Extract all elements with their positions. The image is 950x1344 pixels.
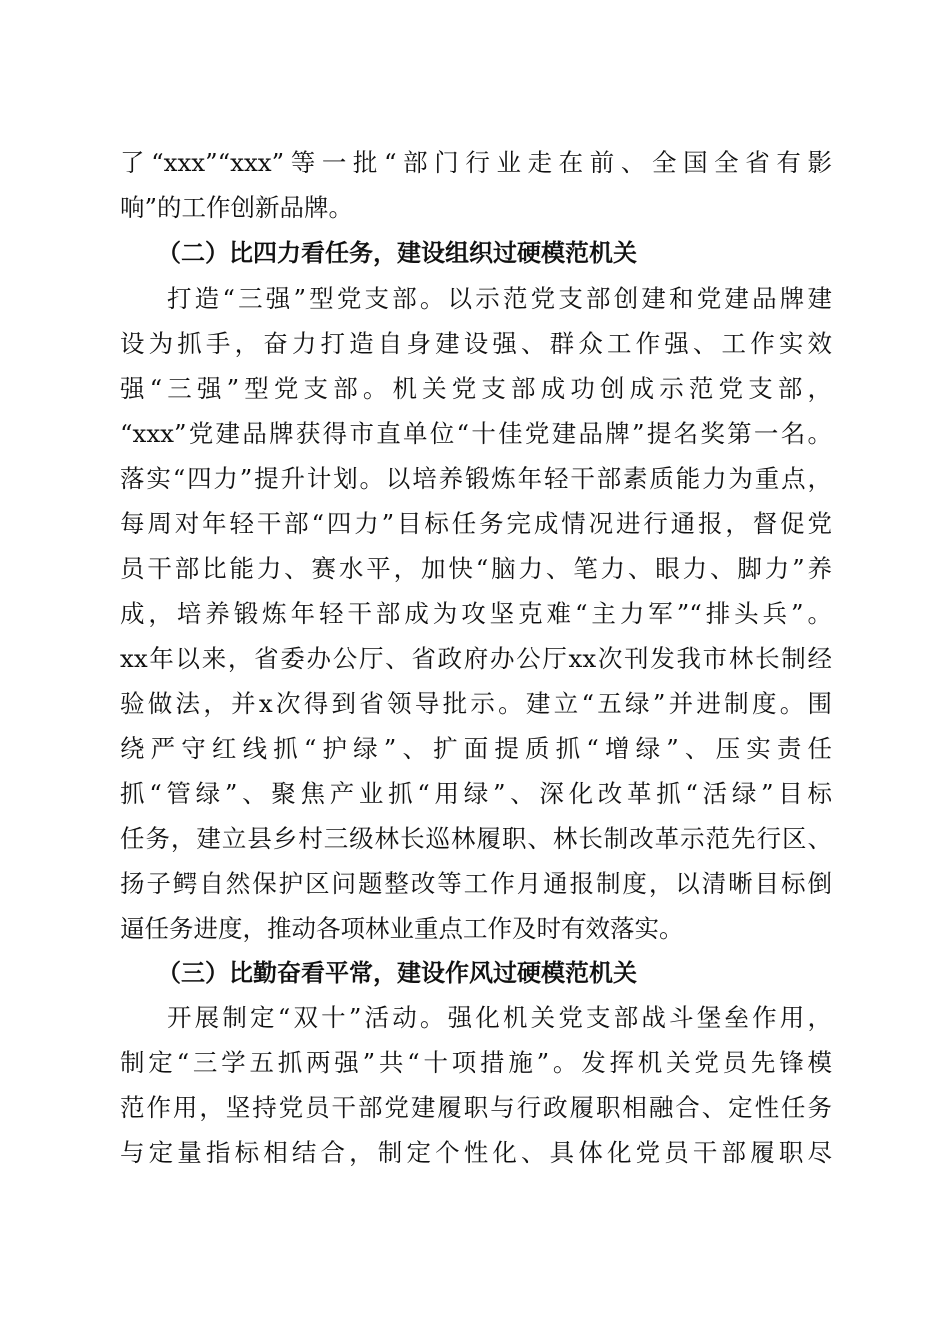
text-line: 扬子鳄自然保护区问题整改等工作月通报制度，以清晰目标倒: [120, 869, 832, 898]
text-line: 打造“三强”型党支部。以示范党支部创建和党建品牌建: [167, 284, 832, 313]
text-line: 响”的工作创新品牌。: [120, 193, 354, 222]
text-line: 任务，建立县乡村三级林长巡林履职、林长制改革示范先行区、: [120, 824, 832, 853]
text-line: 开展制定“双十”活动。强化机关党支部战斗堡垒作用，: [167, 1003, 832, 1032]
text-line: 绕严守红线抓“护绿”、扩面提质抓“增绿”、压实责任: [120, 734, 832, 763]
text-line: 验做法，并x次得到省领导批示。建立“五绿”并进制度。围: [120, 689, 832, 718]
text-line: 逼任务进度，推动各项林业重点工作及时有效落实。: [120, 914, 684, 943]
text-line: 制定“三学五抓两强”共“十项措施”。发挥机关党员先锋模: [120, 1048, 832, 1077]
text-line: 设为抓手，奋力打造自身建设强、群众工作强、工作实效: [120, 329, 832, 358]
section-heading-3: （三）比勤奋看平常，建设作风过硬模范机关: [157, 959, 637, 987]
text-line: 每周对年轻干部“四力”目标任务完成情况进行通报，督促党: [120, 509, 832, 538]
section-heading-2: （二）比四力看任务，建设组织过硬模范机关: [157, 239, 637, 267]
text-line: 落实“四力”提升计划。以培养锻炼年轻干部素质能力为重点，: [120, 464, 832, 493]
text-line: 了“xxx”“xxx”等一批“部门行业走在前、全国全省有影: [120, 148, 832, 177]
text-line: “xxx”党建品牌获得市直单位“十佳党建品牌”提名奖第一名。: [120, 419, 832, 448]
text-line: 强“三强”型党支部。机关党支部成功创成示范党支部，: [120, 374, 832, 403]
text-line: 与定量指标相结合，制定个性化、具体化党员干部履职尽: [120, 1138, 832, 1167]
text-line: 员干部比能力、赛水平，加快“脑力、笔力、眼力、脚力”养: [120, 554, 832, 583]
text-line: 抓“管绿”、聚焦产业抓“用绿”、深化改革抓“活绿”目标: [120, 779, 832, 808]
text-line: 成，培养锻炼年轻干部成为攻坚克难“主力军”“排头兵”。: [120, 599, 832, 628]
text-line: 范作用，坚持党员干部党建履职与行政履职相融合、定性任务: [120, 1093, 832, 1122]
text-line: xx年以来，省委办公厅、省政府办公厅xx次刊发我市林长制经: [120, 644, 832, 673]
